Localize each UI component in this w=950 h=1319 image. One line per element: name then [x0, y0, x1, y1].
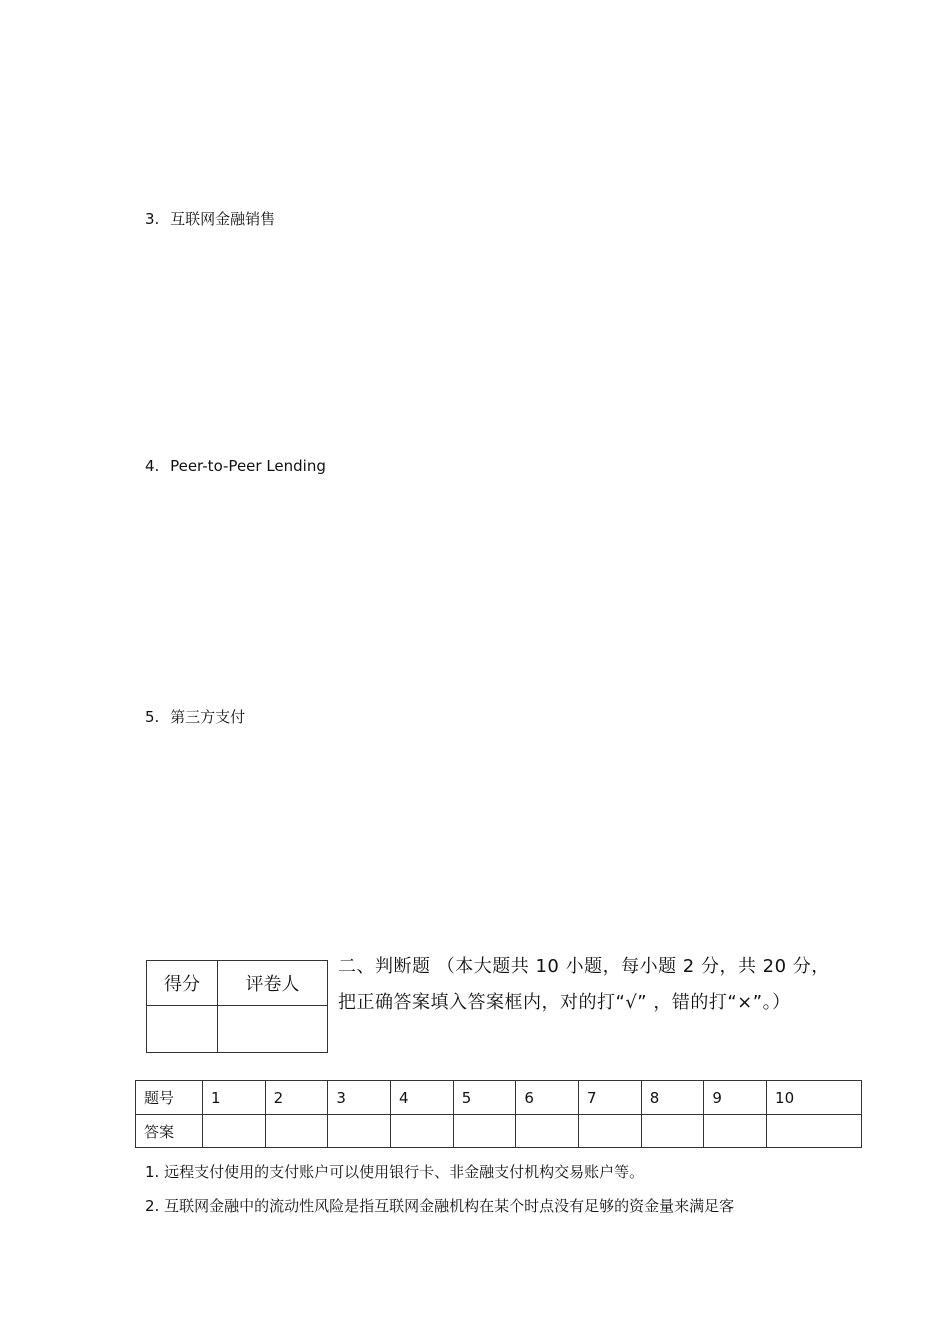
question-number-cell: 10	[767, 1081, 862, 1115]
grader-header: 评卷人	[218, 961, 328, 1006]
statement-2: 2. 互联网金融中的流动性风险是指互联网金融机构在某个时点没有足够的资金量来满足客	[145, 1197, 735, 1215]
row-label-answer: 答案	[136, 1115, 203, 1148]
answer-cell[interactable]	[579, 1115, 642, 1148]
question-text: 第三方支付	[170, 708, 246, 726]
question-number-cell: 5	[453, 1081, 516, 1115]
answer-cell[interactable]	[767, 1115, 862, 1148]
question-5	[145, 706, 245, 727]
answer-cell[interactable]	[328, 1115, 391, 1148]
question-text: Peer-to-Peer Lending	[170, 457, 326, 475]
score-header: 得分	[147, 961, 218, 1006]
question-text: 互联网金融销售	[170, 210, 276, 228]
score-box	[146, 960, 328, 1053]
answer-cell[interactable]	[704, 1115, 767, 1148]
answer-cell[interactable]	[391, 1115, 454, 1148]
question-4	[145, 457, 326, 475]
answer-cell[interactable]	[453, 1115, 516, 1148]
score-cell[interactable]	[147, 1006, 218, 1053]
question-number-cell: 7	[579, 1081, 642, 1115]
answer-table	[135, 1080, 862, 1148]
question-number: 4.	[145, 457, 160, 475]
question-number-cell: 3	[328, 1081, 391, 1115]
answer-cell[interactable]	[516, 1115, 579, 1148]
answer-table-answer-row	[136, 1115, 862, 1148]
section-two-line2: 把正确答案填入答案框内，对的打“√” ，错的打“×”。）	[338, 992, 791, 1013]
answer-cell[interactable]	[641, 1115, 704, 1148]
question-number: 5.	[145, 708, 160, 726]
question-number-cell: 4	[391, 1081, 454, 1115]
row-label-number: 题号	[136, 1081, 203, 1115]
question-number-cell: 1	[203, 1081, 266, 1115]
statement-1: 1. 远程支付使用的支付账户可以使用银行卡、非金融支付机构交易账户等。	[145, 1163, 645, 1181]
question-number-cell: 2	[265, 1081, 328, 1115]
question-number-cell: 9	[704, 1081, 767, 1115]
question-number: 3.	[145, 210, 160, 228]
question-3	[145, 208, 275, 229]
question-number-cell: 8	[641, 1081, 704, 1115]
answer-table-number-row	[136, 1081, 862, 1115]
answer-cell[interactable]	[203, 1115, 266, 1148]
question-number-cell: 6	[516, 1081, 579, 1115]
answer-cell[interactable]	[265, 1115, 328, 1148]
section-two-line1: 二、判断题 （本大题共 10 小题，每小题 2 分，共 20 分，	[338, 956, 830, 977]
grader-cell[interactable]	[218, 1006, 328, 1053]
